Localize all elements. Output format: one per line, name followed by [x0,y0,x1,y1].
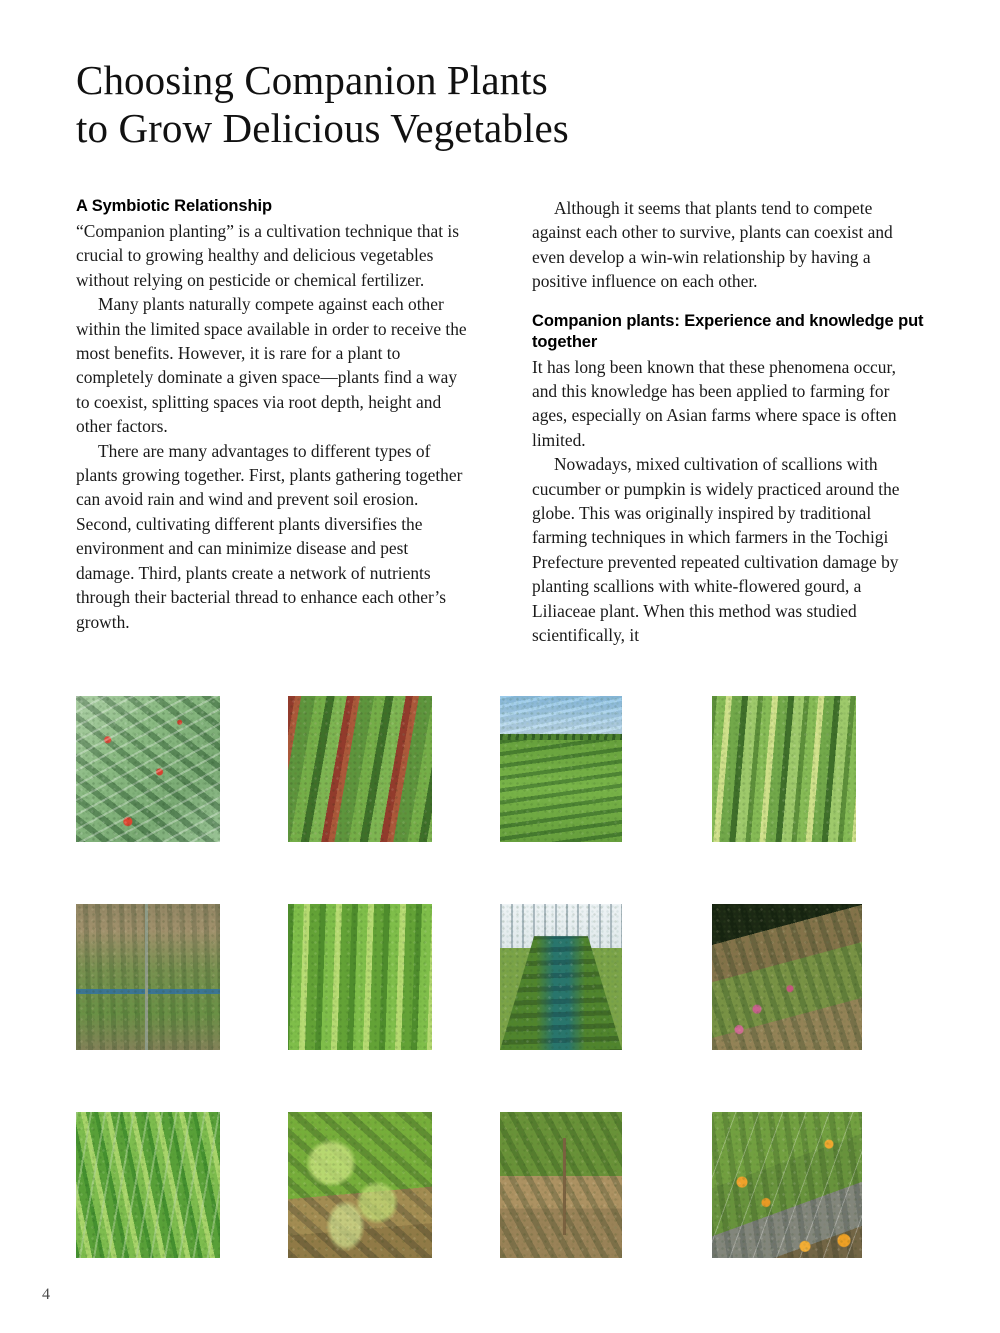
photo-cabbage-under-netting [76,696,220,842]
left-paragraph-1: “Companion planting” is a cultivation technique that is crucial to growing healthy and delicious vegetables without relying on pesticide or chemical fertilizer. [76,221,459,290]
photo-grain [712,696,856,842]
photo-grain [288,1112,432,1258]
photo-cell-3-3 [500,1112,712,1258]
photo-scallions-with-greens [76,1112,220,1258]
right-column-heading: Companion plants: Experience and knowledge put together [532,311,924,351]
page-title-line-1: Choosing Companion Plants [76,57,548,103]
photo-row-2 [76,904,924,1050]
photo-grain [288,904,432,1050]
photo-grain [712,1112,862,1258]
photo-grain [500,904,622,1050]
photo-cell-2-1 [76,904,288,1050]
right-paragraph-1: It has long been known that these phenomena occur, and this knowledge has been applied to farming for ages, especially on Asian farms where space is often limited. [532,356,897,450]
photo-mixed-bed-with-stakes [76,904,220,1050]
left-paragraph-2: Many plants naturally compete against each other within the limited space available in order to receive the most benefits. However, it is rare for a plant to completely dominate a given space—plants find a way to coexist, splitting spaces via root depth, height and other factors. [76,294,467,437]
photo-greenhouse-tunnel [500,904,622,1050]
photo-cell-1-2 [288,696,500,842]
photo-cell-2-3 [500,904,712,1050]
page-title-line-2: to Grow Delicious Vegetables [76,105,569,151]
photo-grain [76,1112,220,1258]
photo-cell-3-4 [712,1112,924,1258]
right-lead-paragraph: Although it seems that plants tend to compete against each other to survive, plants can coexist and even develop a win-win relationship by having a positive influence on each other. [532,198,893,292]
photo-grid [76,696,924,1258]
photo-squash-leaves [288,1112,432,1258]
photo-grain [288,696,432,842]
photo-cell-3-2 [288,1112,500,1258]
page-number: 4 [42,1286,50,1303]
photo-cell-1-4 [712,696,924,842]
photo-lettuce-and-scallion-rows [712,696,856,842]
left-paragraph-3: There are many advantages to different types of plants growing together. First, plants gathering together can avoid rain and wind and prevent soil erosion. Second, cultivating different plants diversifies the environment and can minimize disease and pest damage. Third, plants create a network of nutrients through their bacterial thread to enhance each other’s growth. [76,440,463,632]
left-column [76,196,468,648]
photo-cell-1-3 [500,696,712,842]
photo-cell-2-2 [288,904,500,1050]
photo-eggplant-row [500,1112,622,1258]
photo-grain [500,1112,622,1258]
photo-grain [712,904,862,1050]
photo-cabbage-and-leek-slope [712,904,862,1050]
photo-row-1 [76,696,924,842]
left-column-heading: A Symbiotic Relationship [76,197,272,215]
photo-grain [76,696,220,842]
photo-leafy-greens-rows [288,904,432,1050]
photo-tomatoes-with-marigolds [712,1112,862,1258]
photo-cell-1-1 [76,696,288,842]
photo-lettuce-rows [288,696,432,842]
photo-row-3 [76,1112,924,1258]
photo-grain [500,696,622,842]
photo-cell-3-1 [76,1112,288,1258]
right-paragraph-2: Nowadays, mixed cultivation of scallions with cucumber or pumpkin is widely practiced around the globe. This was originally inspired by traditional farming techniques in which farmers in the Tochigi Prefecture prevented repeated cultivation damage by planting scallions with white-flowered gourd, a Liliaceae plant. When this method was studied scientifically, it [532,454,900,646]
article-body [76,196,924,648]
photo-corn-and-squash-field [500,696,622,842]
photo-grain [76,904,220,1050]
right-column [532,196,924,648]
photo-cell-2-4 [712,904,924,1050]
page-title [76,56,916,152]
